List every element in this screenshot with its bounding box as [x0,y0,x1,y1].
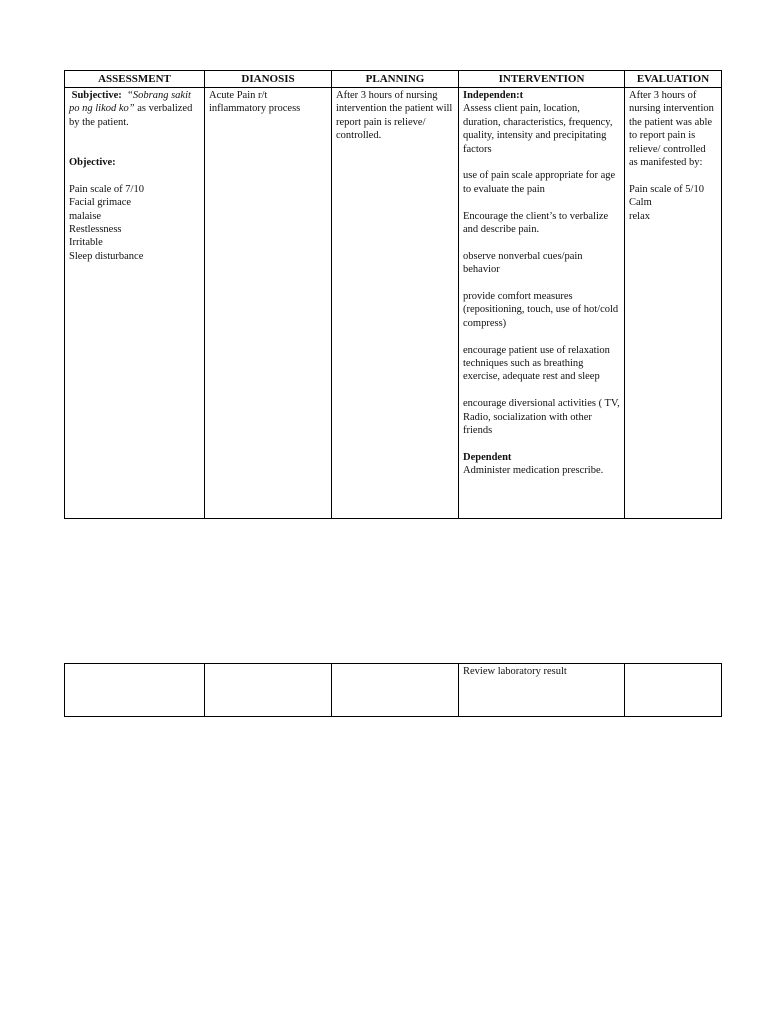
objective-item: Restlessness [69,224,122,236]
intervention-item: Encourage the client’s to verbalize and describe pain. [463,210,609,236]
header-planning: PLANNING [332,71,459,88]
assessment-cell-empty [65,664,205,717]
dependent-label: Dependent [463,451,512,463]
intervention-item: encourage patient use of relaxation techniques such as breathing exercise, adequate rest and sleep [463,344,610,383]
diagnosis-text: Acute Pain r/t inflammatory process [209,90,301,115]
care-plan-continuation-table [64,663,722,717]
continuation-row [65,664,722,717]
objective-item: Irritable [69,237,103,249]
header-assessment: ASSESSMENT [65,71,205,88]
independent-label: Independen:t [463,90,524,101]
intervention-item: provide comfort measures (repositioning, touch, use of hot/cold compress) [463,291,619,329]
evaluation-item: relax [629,210,650,222]
intervention-item: Review laboratory result [463,666,567,677]
subjective-block [69,89,200,129]
header-intervention: INTERVENTION [459,71,625,88]
intervention-item: Assess client pain, location, duration, characteristics, frequency, quality, intensity and precipitating factors [463,103,613,155]
intervention-item: encourage diversional activities ( TV, Radio, socialization with other friends [463,398,620,437]
header-diagnosis: DIANOSIS [205,71,332,88]
intervention-item: use of pain scale appropriate for age to evaluate the pain [463,170,616,195]
assessment-cell [65,88,205,519]
diagnosis-cell-empty [205,664,332,717]
objective-label: Objective: [69,157,116,168]
objective-item: Pain scale of 7/10 [69,183,144,195]
subjective-quote: “Sobrang sakit po ng likod ko” [69,90,191,115]
objective-item: malaise [69,210,102,222]
care-plan-row [65,88,722,519]
header-evaluation: EVALUATION [625,71,722,88]
evaluation-item: Calm [629,197,652,209]
planning-text: After 3 hours of nursing intervention the patient will report pain is relieve/ controlled. [336,90,453,142]
nursing-care-plan-table [64,70,722,519]
header-row [65,71,722,88]
subjective-label: Subjective: [71,90,122,101]
evaluation-text: After 3 hours of nursing intervention the patient was able to report pain is relieve/ controlled as manifested by: [629,90,714,169]
diagnosis-cell [205,88,332,519]
objective-item: Facial grimace [69,197,132,209]
evaluation-cell [625,88,722,519]
evaluation-item: Pain scale of 5/10 [629,183,704,195]
objective-item: Sleep disturbance [69,250,144,262]
planning-cell [332,88,459,519]
dependent-text: Administer medication prescribe. [463,465,604,477]
evaluation-cell-empty [625,664,722,717]
subjective-after: as verbalized by the patient. [69,103,193,128]
intervention-cell [459,664,625,717]
planning-cell-empty [332,664,459,717]
intervention-cell [459,88,625,519]
intervention-item: observe nonverbal cues/pain behavior [463,250,583,276]
